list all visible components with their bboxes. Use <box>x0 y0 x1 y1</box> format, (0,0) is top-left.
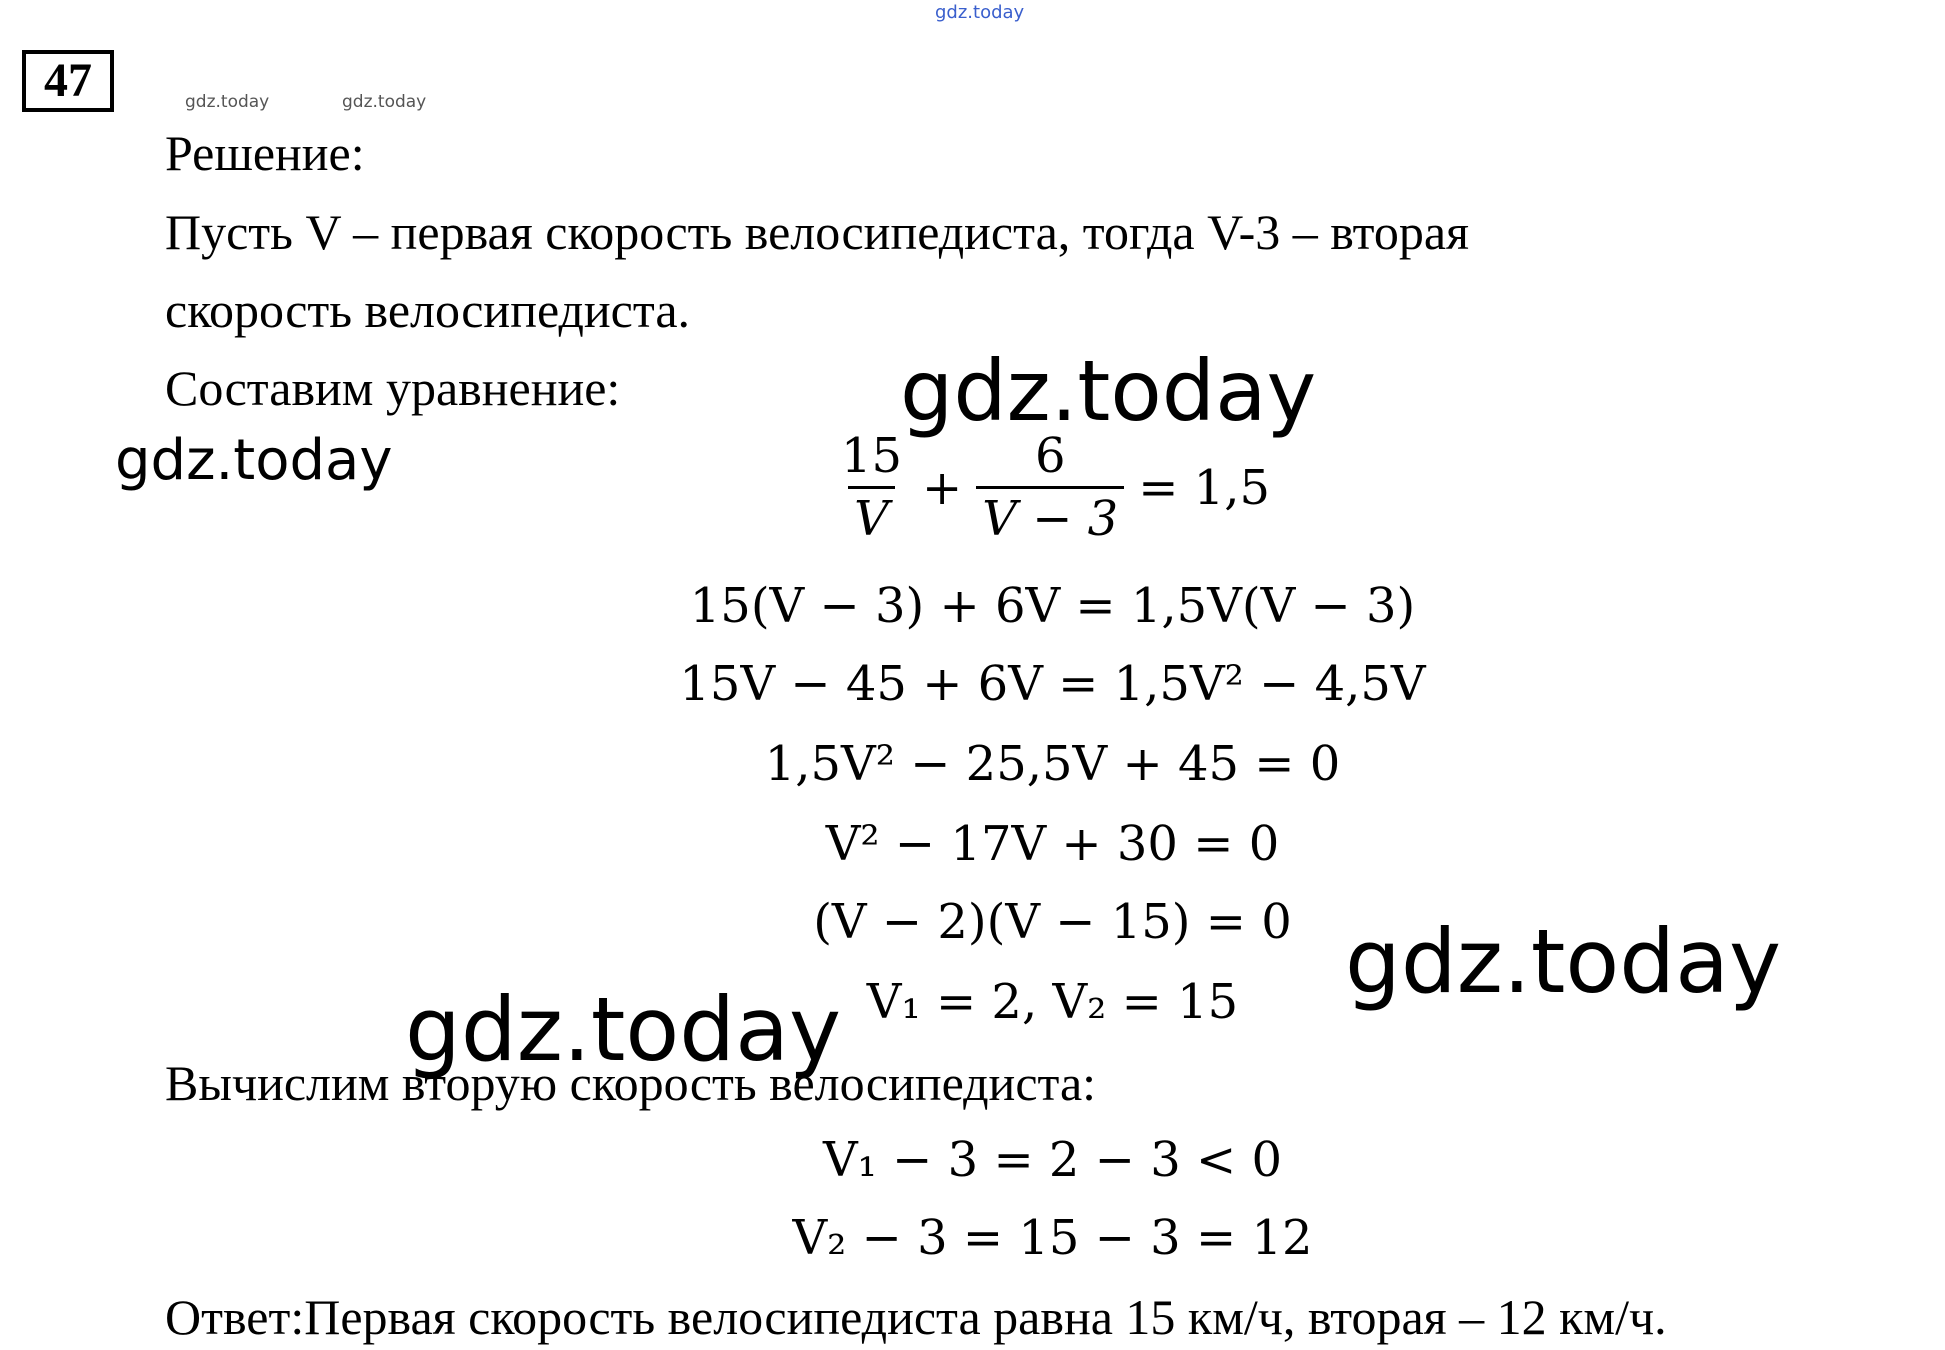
fraction-15-over-v: $\frac{15}{V}$ <box>840 428 903 547</box>
plus-sign: + <box>922 459 963 516</box>
answer: Ответ:Первая скорость велосипедиста равна 15 км/ч, вторая – 12 км/ч. <box>165 1289 1667 1345</box>
equation-line-3: 1,5V² − 25,5V + 45 = 0 <box>764 736 1341 792</box>
watermark-small-right: gdz.today <box>342 92 427 112</box>
compute-label: Вычислим вторую скорость велосипедиста: <box>165 1055 1097 1111</box>
intro-line-2: скорость велосипедиста. <box>165 282 691 338</box>
equals-rhs: = 1,5 <box>1138 459 1271 516</box>
intro-line-1: Пусть V – первая скорость велосипедиста, тогда V-3 – вторая <box>165 204 1470 260</box>
problem-number: 47 <box>22 50 114 112</box>
check-line-1: V₁ − 3 = 2 − 3 < 0 <box>823 1132 1282 1188</box>
solution-heading: Решение: <box>165 125 365 181</box>
watermark-large-3: gdz.today <box>1345 910 1782 1013</box>
watermark-large-1: gdz.today <box>900 342 1317 440</box>
equation-line-5: (V − 2)(V − 15) = 0 <box>813 894 1292 950</box>
equation-line-1: 15(V − 3) + 6V = 1,5V(V − 3) <box>689 578 1416 634</box>
watermark-small-left: gdz.today <box>185 92 270 112</box>
fraction-equation <box>0 428 1945 547</box>
equation-line-4: V² − 17V + 30 = 0 <box>825 816 1280 872</box>
equation-line-2: 15V − 45 + 6V = 1,5V² − 4,5V <box>679 656 1426 712</box>
watermark-large-4: gdz.today <box>405 978 842 1081</box>
check-line-2: V₂ − 3 = 15 − 3 = 12 <box>792 1210 1313 1266</box>
watermark-top: gdz.today <box>935 2 1025 23</box>
equation-line-6: V₁ = 2, V₂ = 15 <box>866 974 1239 1030</box>
compose-label: Составим уравнение: <box>165 360 621 416</box>
fraction-6-over-v-minus-3: $\frac{6}{V - 3}$ <box>976 432 1124 543</box>
watermark-large-2: gdz.today <box>115 428 393 493</box>
